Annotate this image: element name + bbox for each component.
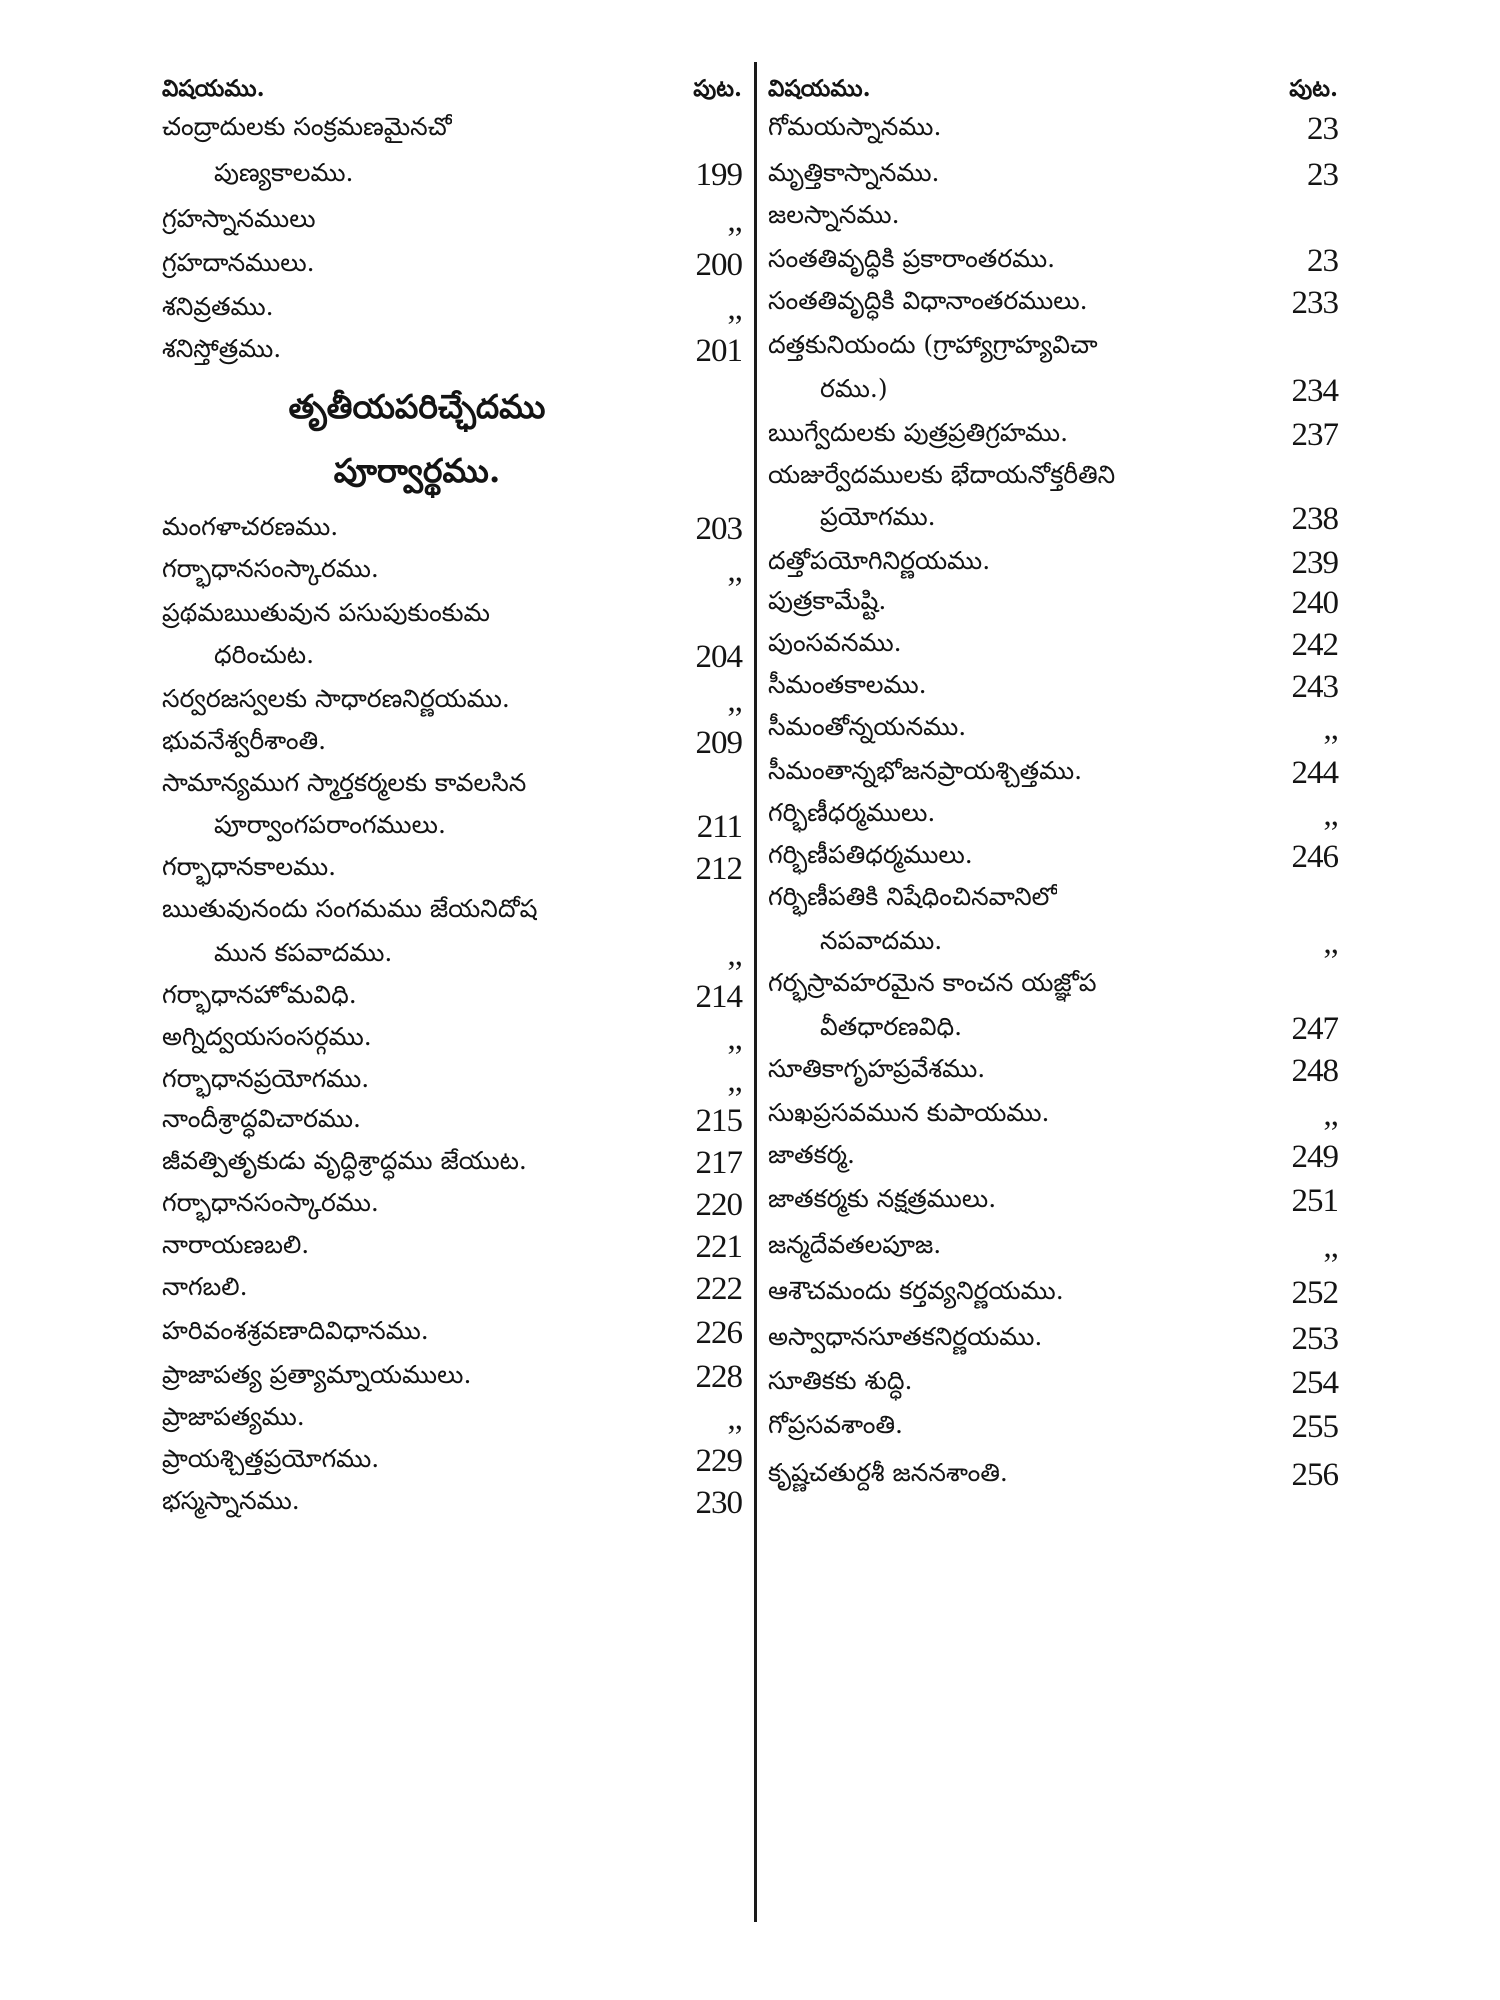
entry-page-number: 203 — [695, 511, 742, 547]
entry-page-number: ,, — [727, 291, 742, 327]
index-entry — [162, 884, 742, 930]
entry-title: అస్వాధానసూతకనిర్ణయము. — [768, 1322, 1043, 1351]
entry-title: సుఖప్రసవమున కుపాయము. — [768, 1098, 1050, 1127]
entry-title: వీతధారణవిధి. — [820, 1012, 963, 1041]
entry-title: ఋతువునందు సంగమము జేయనిదోష — [162, 894, 538, 923]
entry-title: నాగబలి. — [162, 1272, 248, 1301]
entry-page-number: 220 — [695, 1187, 742, 1223]
entry-title: హరివంశశ్రవణాదివిధానము. — [162, 1316, 429, 1345]
entry-title: అగ్నిద్వయసంసర్గము. — [162, 1022, 372, 1051]
index-entry — [162, 282, 742, 328]
entry-title: భువనేశ్వరీశాంతి. — [162, 726, 327, 755]
index-entry — [162, 630, 742, 676]
entry-page-number: 229 — [695, 1443, 742, 1479]
index-entry — [768, 1044, 1338, 1090]
index-entry — [162, 502, 742, 548]
entry-title: సంతతివృద్ధికి విధానాంతరములు. — [768, 286, 1088, 315]
entry-page-number: 199 — [695, 157, 742, 193]
index-entry — [768, 492, 1338, 538]
entry-page-number: 251 — [1291, 1183, 1338, 1219]
section-heading: తృతీయపరిచ్ఛేదము — [288, 387, 546, 426]
entry-page-number: 254 — [1291, 1365, 1338, 1401]
header-topic: విషయము. — [162, 75, 265, 102]
index-entry — [768, 788, 1338, 834]
entry-title: ధరించుట. — [214, 640, 315, 669]
entry-title: గర్భాధానహోమవిధి. — [162, 980, 357, 1009]
entry-page-number: 247 — [1291, 1011, 1338, 1047]
index-entry — [162, 842, 742, 888]
index-entry — [162, 674, 742, 720]
index-entry — [768, 746, 1338, 792]
index-entry — [768, 1088, 1338, 1134]
entry-page-number: 201 — [695, 333, 742, 369]
entry-page-number: ,, — [727, 937, 742, 973]
index-entry — [162, 238, 742, 284]
entry-page-number: 240 — [1291, 585, 1338, 621]
index-entry — [768, 1312, 1338, 1358]
entry-page-number: ,, — [727, 1021, 742, 1057]
entry-title: ప్రథమఋతువున పసుపుకుంకుమ — [162, 598, 490, 627]
header-page: పుట. — [693, 75, 742, 102]
entry-page-number: 200 — [695, 247, 742, 283]
header-page: పుట. — [1289, 75, 1338, 102]
index-entry — [768, 702, 1338, 748]
entry-page-number: ,, — [727, 1401, 742, 1437]
index-entry — [768, 408, 1338, 454]
entry-title: చంద్రాదులకు సంక్రమణమైనచో — [162, 112, 452, 141]
entry-title: గోమయస్నానము. — [768, 112, 942, 141]
entry-page-number: ,, — [1323, 1097, 1338, 1133]
entry-page-number: 23 — [1307, 111, 1338, 147]
index-entry — [768, 872, 1338, 918]
entry-page-number: 238 — [1291, 501, 1338, 537]
entry-page-number: 244 — [1291, 755, 1338, 791]
index-entry — [162, 1094, 742, 1140]
entry-title: సూతికాగృహప్రవేశము. — [768, 1054, 986, 1083]
entry-title: సూతికకు శుద్ధి. — [768, 1366, 913, 1395]
entry-title: యజుర్వేదములకు భేదాయనోక్తరీతిని — [768, 460, 1116, 489]
entry-page-number: 211 — [696, 809, 742, 845]
entry-page-number: ,, — [1323, 711, 1338, 747]
entry-page-number: 246 — [1291, 839, 1338, 875]
entry-page-number: 23 — [1307, 157, 1338, 193]
entry-title: ప్రయోగము. — [820, 502, 936, 531]
entry-title: సర్వరజస్వలకు సాధారణనిర్ణయము. — [162, 684, 510, 713]
index-entry — [162, 928, 742, 974]
index-entry — [768, 916, 1338, 962]
index-entry — [162, 544, 742, 590]
index-entry — [162, 1262, 742, 1308]
entry-page-number: 214 — [695, 979, 742, 1015]
entry-page-number: 222 — [695, 1271, 742, 1307]
index-entry — [162, 1012, 742, 1058]
entry-page-number: 217 — [695, 1145, 742, 1181]
index-entry — [768, 830, 1338, 876]
index-entry — [768, 1130, 1338, 1176]
entry-page-number: 226 — [695, 1315, 742, 1351]
index-entry — [768, 1220, 1338, 1266]
entry-page-number: 242 — [1291, 627, 1338, 663]
entry-title: జీవత్పితృకుడు వృద్ధిశ్రాద్ధము జేయుట. — [162, 1146, 527, 1175]
index-entry — [162, 716, 742, 762]
entry-title: గర్భాధానకాలము. — [162, 852, 337, 881]
entry-page-number: ,, — [727, 553, 742, 589]
entry-page-number: ,, — [1323, 797, 1338, 833]
entry-title: పుత్రకామేష్టి. — [768, 586, 887, 615]
entry-title: గర్భిణీపతిధర్మములు. — [768, 840, 973, 869]
entry-title: దత్తకునియందు (గ్రాహ్యాగ్రాహ్యవిచా — [768, 330, 1098, 359]
entry-title: సంతతివృద్ధికి ప్రకారాంతరము. — [768, 244, 1056, 273]
entry-page-number: 230 — [695, 1485, 742, 1521]
entry-page-number: ,, — [727, 203, 742, 239]
index-entry — [768, 320, 1338, 366]
entry-title: మంగళాచరణము. — [162, 512, 339, 541]
index-entry — [768, 1448, 1338, 1494]
entry-title: ప్రాయశ్చిత్తప్రయోగము. — [162, 1444, 380, 1473]
entry-title: ఋగ్వేదులకు పుత్రప్రతిగ్రహము. — [768, 418, 1069, 447]
entry-title: గ్రహదానములు. — [162, 248, 315, 277]
entry-title: భస్మస్నానము. — [162, 1486, 300, 1515]
index-entry — [162, 1136, 742, 1182]
index-entry — [768, 1002, 1338, 1048]
entry-page-number: 237 — [1291, 417, 1338, 453]
entry-title: జాతకర్మ. — [768, 1140, 855, 1169]
entry-title: గర్భిణీపతికి నిషేధించినవానిలో — [768, 882, 1058, 911]
entry-page-number: 234 — [1291, 373, 1338, 409]
section-subheading: పూర్వార్థము. — [333, 451, 501, 490]
entry-title: గర్భాధానసంస్కారము. — [162, 1188, 379, 1217]
entry-page-number: 255 — [1291, 1409, 1338, 1445]
index-entry — [768, 660, 1338, 706]
entry-page-number: ,, — [1323, 1229, 1338, 1265]
index-entry — [768, 190, 1338, 236]
entry-title: సామాన్యముగ స్మార్తకర్మలకు కావలసిన — [162, 768, 527, 797]
index-entry — [162, 102, 742, 148]
entry-title: జలస్నానము. — [768, 200, 900, 229]
entry-title: రము.) — [820, 374, 888, 403]
index-entry — [162, 758, 742, 804]
entry-title: నారాయణబలి. — [162, 1230, 310, 1259]
index-entry — [768, 148, 1338, 194]
index-entry — [768, 276, 1338, 322]
entry-title: జన్మదేవతలపూజ. — [768, 1230, 942, 1259]
entry-title: శనిస్తోత్రము. — [162, 334, 282, 363]
index-entry — [768, 234, 1338, 280]
entry-title: పుంసవనము. — [768, 628, 902, 657]
entry-title: నాందీశ్రాద్ధవిచారము. — [162, 1104, 361, 1133]
index-entry — [162, 1178, 742, 1224]
index-entry — [768, 1356, 1338, 1402]
entry-title: గ్రహస్నానములు — [162, 204, 316, 233]
index-entry — [162, 148, 742, 194]
entry-title: మృత్తికాస్నానము. — [768, 158, 940, 187]
entry-title: గర్భస్రావహరమైన కాంచన యజ్ఞోప — [768, 968, 1097, 997]
entry-page-number: 212 — [695, 851, 742, 887]
header-topic: విషయము. — [768, 75, 871, 102]
entry-title: దత్తోపయోగినిర్ణయము. — [768, 546, 991, 575]
entry-title: పుణ్యకాలము. — [214, 158, 354, 187]
index-entry — [162, 1476, 742, 1522]
entry-page-number: 233 — [1291, 285, 1338, 321]
entry-title: ప్రాజాపత్య ప్రత్యామ్నాయములు. — [162, 1360, 472, 1389]
index-entry — [768, 1174, 1338, 1220]
index-entry — [162, 1434, 742, 1480]
entry-title: జాతకర్మకు నక్షత్రములు. — [768, 1184, 997, 1213]
entry-title: శనివ్రతము. — [162, 292, 274, 321]
index-entry — [768, 102, 1338, 148]
index-entry — [162, 1392, 742, 1438]
entry-title: ఆశౌచమందు కర్తవ్యనిర్ణయము. — [768, 1276, 1064, 1305]
entry-title: ప్రాజాపత్యము. — [162, 1402, 305, 1431]
index-entry — [768, 1400, 1338, 1446]
entry-page-number: 243 — [1291, 669, 1338, 705]
entry-title: సీమంతోన్నయనము. — [768, 712, 967, 741]
entry-page-number: 204 — [695, 639, 742, 675]
entry-page-number: 215 — [695, 1103, 742, 1139]
entry-page-number: 209 — [695, 725, 742, 761]
entry-title: సీమంతకాలము. — [768, 670, 927, 699]
index-entry — [768, 958, 1338, 1004]
index-entry — [768, 1266, 1338, 1312]
entry-title: నపవాదము. — [820, 926, 943, 955]
entry-title: సీమంతాన్నభోజనప్రాయశ్చిత్తము. — [768, 756, 1083, 785]
index-entry — [162, 194, 742, 240]
entry-page-number: 221 — [695, 1229, 742, 1265]
entry-title: మున కపవాదము. — [214, 938, 393, 967]
entry-page-number: ,, — [1323, 925, 1338, 961]
index-entry — [768, 576, 1338, 622]
column-divider — [754, 62, 757, 1922]
entry-page-number: 252 — [1291, 1275, 1338, 1311]
entry-page-number: 248 — [1291, 1053, 1338, 1089]
entry-title: గర్భిణీధర్మములు. — [768, 798, 936, 827]
entry-title: గర్భాధానప్రయోగము. — [162, 1064, 370, 1093]
index-entry — [768, 364, 1338, 410]
entry-page-number: 256 — [1291, 1457, 1338, 1493]
index-entry — [162, 324, 742, 370]
entry-title: గర్భాధానసంస్కారము. — [162, 554, 379, 583]
entry-page-number: 253 — [1291, 1321, 1338, 1357]
entry-page-number: 249 — [1291, 1139, 1338, 1175]
entry-page-number: 23 — [1307, 243, 1338, 279]
index-entry — [162, 970, 742, 1016]
entry-page-number: ,, — [727, 1063, 742, 1099]
entry-title: పూర్వాంగపరాంగములు. — [214, 810, 446, 839]
entry-title: కృష్ణచతుర్దశీ జననశాంతి. — [768, 1458, 1008, 1487]
entry-title: గోప్రసవశాంతి. — [768, 1410, 903, 1439]
entry-page-number: 228 — [695, 1359, 742, 1395]
index-entry — [162, 1306, 742, 1352]
entry-page-number: 239 — [1291, 545, 1338, 581]
index-entry — [162, 1220, 742, 1266]
index-entry — [162, 1350, 742, 1396]
index-entry — [162, 588, 742, 634]
index-entry — [768, 450, 1338, 496]
index-entry — [768, 618, 1338, 664]
index-entry — [162, 800, 742, 846]
entry-page-number: ,, — [727, 683, 742, 719]
